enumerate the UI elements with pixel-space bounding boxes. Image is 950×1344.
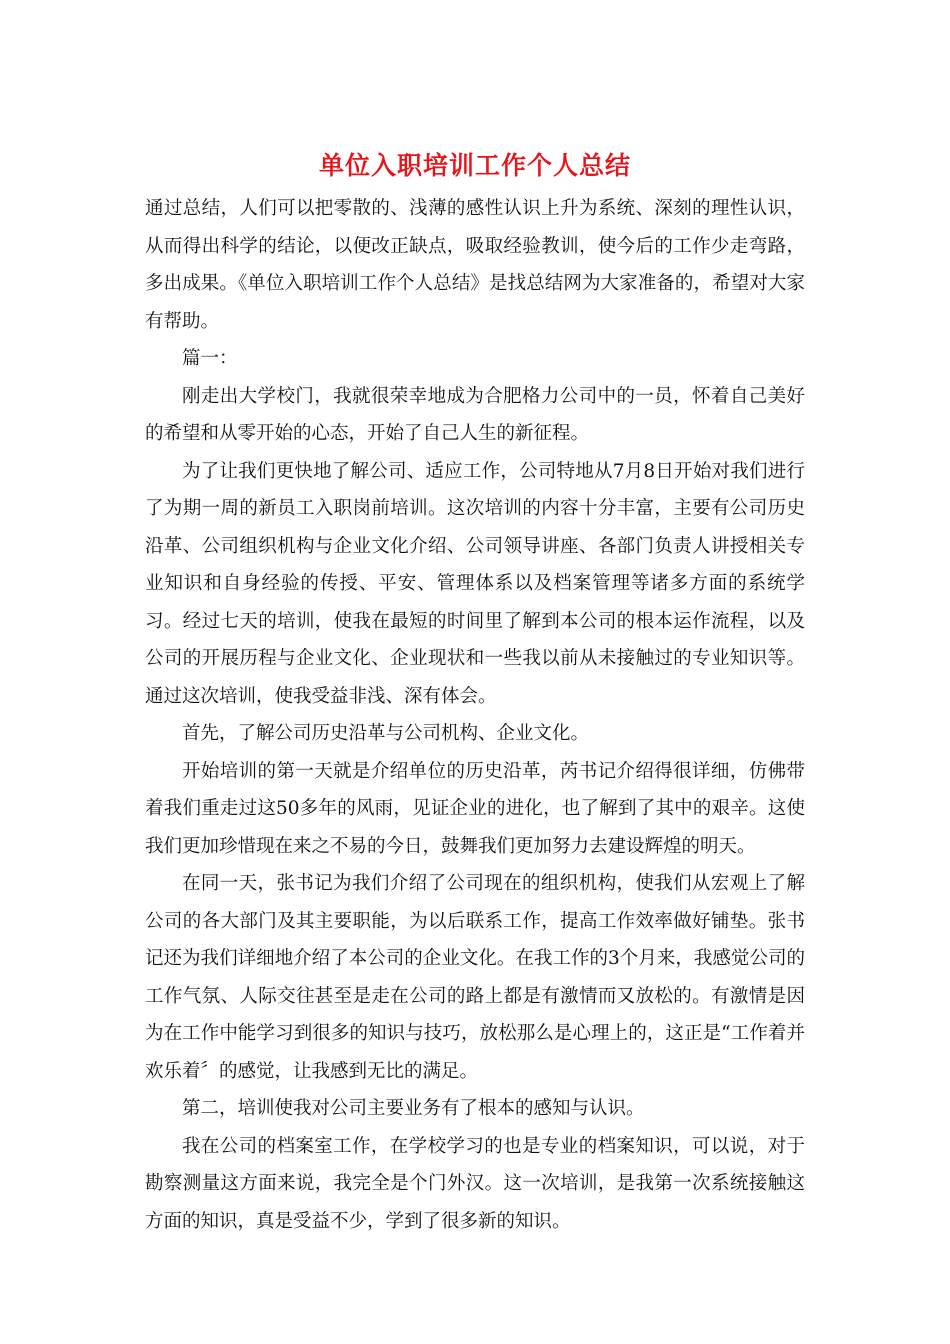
- paragraph: 在同一天，张书记为我们介绍了公司现在的组织机构，使我们从宏观上了解公司的各大部门及其主要职能，为以后联系工作，提高工作效率做好铺垫。张书记还为我们详细地介绍了本公司的企业文化。在我工作的3个月来，我感觉公司的工作气氛、人际交往甚至是走在公司的路上都是有激情而又放松的。有激情是因为在工作中能学习到很多的知识与技巧，放松那么是心理上的，这正是“工作着并欢乐着〞的感觉，让我感到无比的满足。: [145, 873, 805, 1082]
- paragraph: 开始培训的第一天就是介绍单位的历史沿革，芮书记介绍得很详细，仿佛带着我们重走过这50多年的风雨，见证企业的进化，也了解到了其中的艰辛。这使我们更加珍惜现在来之不易的今日，鼓舞我们更加努力去建设辉煌的明天。: [145, 760, 805, 857]
- document-title: 单位入职培训工作个人总结: [318, 151, 631, 180]
- document-body: [145, 190, 805, 1240]
- paragraph: 第二，培训使我对公司主要业务有了根本的感知与认识。: [182, 1098, 645, 1119]
- paragraph: 为了让我们更快地了解公司、适应工作，公司特地从7月8日开始对我们进行了为期一周的新员工入职岗前培训。这次培训的内容十分丰富，主要有公司历史沿革、公司组织机构与企业文化介绍、公司领导讲座、各部门负责人讲授相关专业知识和自身经验的传授、平安、管理体系以及档案管理等诸多方面的系统学习。经过七天的培训，使我在最短的时间里了解到本公司的根本运作流程，以及公司的开展历程与企业文化、企业现状和一些我以前从未接触过的专业知识等。通过这次培训，使我受益非浅、深有体会。: [145, 460, 805, 707]
- paragraph: 刚走出大学校门，我就很荣幸地成为合肥格力公司中的一员，怀着自己美好的希望和从零开始的心态，开始了自己人生的新征程。: [145, 385, 805, 444]
- paragraph-section-heading: 篇一：: [182, 348, 238, 369]
- paragraph: 我在公司的档案室工作，在学校学习的也是专业的档案知识，可以说，对于勘察测量这方面来说，我完全是个门外汉。这一次培训，是我第一次系统接触这方面的知识，真是受益不少，学到了很多新的知识。: [145, 1135, 805, 1232]
- paragraph: 首先，了解公司历史沿革与公司机构、企业文化。: [182, 723, 590, 744]
- paragraph-intro: 通过总结，人们可以把零散的、浅薄的感性认识上升为系统、深刻的理性认识，从而得出科学的结论，以便改正缺点，吸取经验教训，使今后的工作少走弯路，多出成果。《单位入职培训工作个人总结》是找总结网为大家准备的，希望对大家有帮助。: [145, 198, 805, 332]
